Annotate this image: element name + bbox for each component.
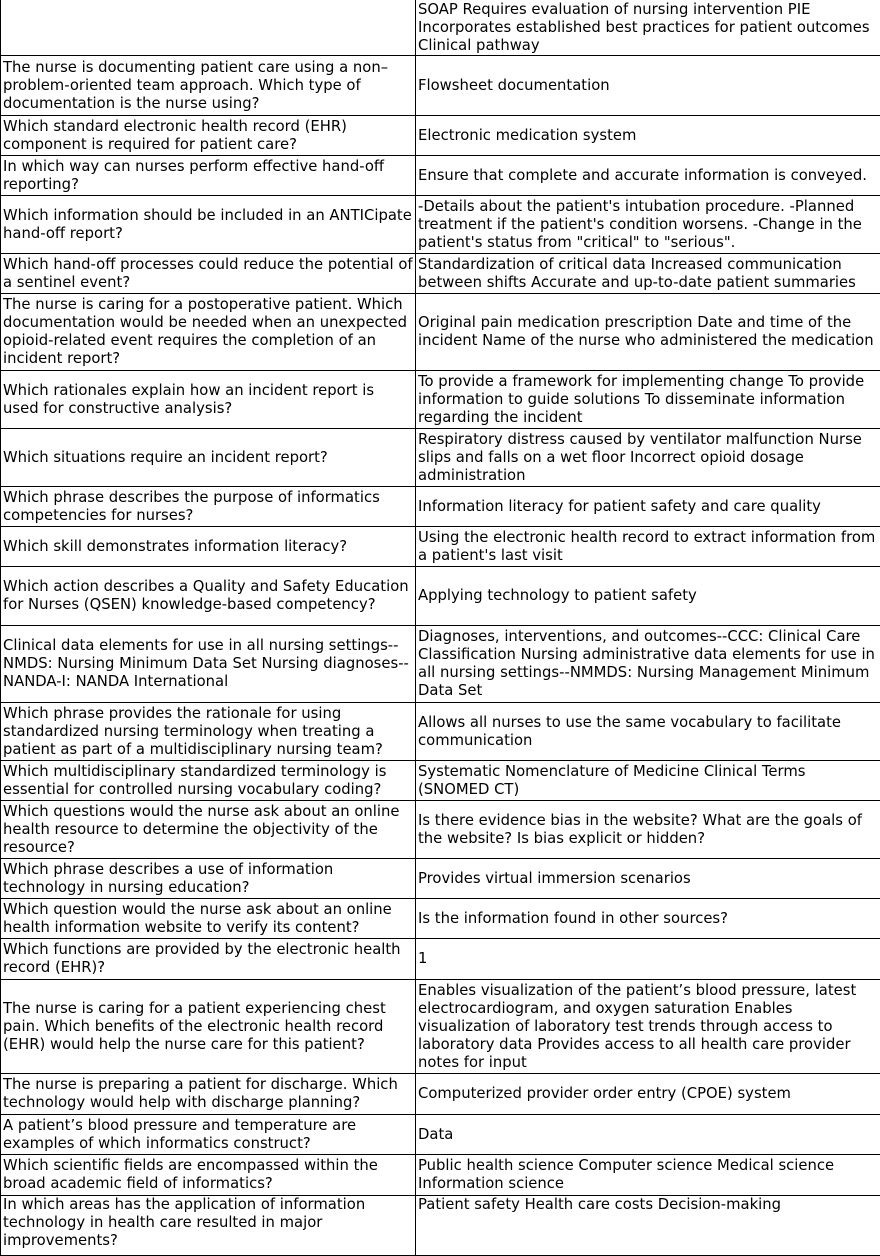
table-row bbox=[1, 254, 880, 294]
answer-cell: Original pain medication prescription Date and time of the incident Name of the nurse who administered the medication bbox=[416, 294, 880, 371]
question-cell: Which situations require an incident report? bbox=[1, 429, 416, 487]
table-row bbox=[1, 1155, 880, 1196]
table-row bbox=[1, 899, 880, 939]
table-row bbox=[1, 859, 880, 899]
question-cell: Which questions would the nurse ask about an online health resource to determine the objectivity of the resource? bbox=[1, 801, 416, 859]
answer-cell: Respiratory distress caused by ventilator malfunction Nurse slips and falls on a wet floor Incorrect opioid dosage administration bbox=[416, 429, 880, 487]
question-cell: A patient’s blood pressure and temperature are examples of which informatics construct? bbox=[1, 1115, 416, 1155]
answer-cell: Data bbox=[416, 1115, 880, 1155]
answer-cell: Applying technology to patient safety bbox=[416, 567, 880, 626]
table-row bbox=[1, 1196, 880, 1256]
question-cell: The nurse is preparing a patient for discharge. Which technology would help with discharge planning? bbox=[1, 1074, 416, 1115]
question-cell: Clinical data elements for use in all nursing settings--NMDS: Nursing Minimum Data Set Nursing diagnoses--NANDA-I: NANDA International bbox=[1, 626, 416, 703]
table-row bbox=[1, 487, 880, 527]
table-row bbox=[1, 56, 880, 116]
question-cell: Which phrase provides the rationale for using standardized nursing terminology when treating a patient as part of a multidisciplinary nursing team? bbox=[1, 703, 416, 761]
table-row bbox=[1, 761, 880, 801]
answer-cell: Patient safety Health care costs Decision-making bbox=[416, 1196, 880, 1256]
table-row bbox=[1, 939, 880, 980]
question-cell: Which rationales explain how an incident report is used for constructive analysis? bbox=[1, 371, 416, 429]
question-cell: Which question would the nurse ask about an online health information website to verify its content? bbox=[1, 899, 416, 939]
answer-cell: Public health science Computer science Medical science Information science bbox=[416, 1155, 880, 1196]
answer-cell: -Details about the patient's intubation procedure. -Planned treatment if the patient's condition worsens. -Change in the patient's status from "critical" to "serious". bbox=[416, 196, 880, 254]
answer-cell: Computerized provider order entry (CPOE) system bbox=[416, 1074, 880, 1115]
answer-cell: 1 bbox=[416, 939, 880, 980]
question-cell: Which information should be included in an ANTICipate hand-off report? bbox=[1, 196, 416, 254]
question-cell bbox=[1, 0, 416, 56]
question-cell: Which standard electronic health record (EHR) component is required for patient care? bbox=[1, 116, 416, 156]
question-cell: Which skill demonstrates information literacy? bbox=[1, 527, 416, 567]
answer-cell: Standardization of critical data Increased communication between shifts Accurate and up-to-date patient summaries bbox=[416, 254, 880, 294]
table-row bbox=[1, 626, 880, 703]
table-row bbox=[1, 703, 880, 761]
answer-cell: To provide a framework for implementing change To provide information to guide solutions To disseminate information regarding the incident bbox=[416, 371, 880, 429]
answer-cell: Systematic Nomenclature of Medicine Clinical Terms (SNOMED CT) bbox=[416, 761, 880, 801]
question-cell: Which functions are provided by the electronic health record (EHR)? bbox=[1, 939, 416, 980]
table-row bbox=[1, 567, 880, 626]
answer-cell: Is there evidence bias in the website? What are the goals of the website? Is bias explicit or hidden? bbox=[416, 801, 880, 859]
table-row bbox=[1, 371, 880, 429]
question-cell: Which action describes a Quality and Safety Education for Nurses (QSEN) knowledge-based competency? bbox=[1, 567, 416, 626]
answer-cell: Is the information found in other sources? bbox=[416, 899, 880, 939]
question-cell: The nurse is caring for a patient experiencing chest pain. Which benefits of the electronic health record (EHR) would help the nurse care for this patient? bbox=[1, 980, 416, 1074]
answer-cell: Information literacy for patient safety and care quality bbox=[416, 487, 880, 527]
question-cell: In which way can nurses perform effective hand-off reporting? bbox=[1, 156, 416, 196]
table-row bbox=[1, 156, 880, 196]
answer-cell: Diagnoses, interventions, and outcomes--CCC: Clinical Care Classification Nursing administrative data elements for use in all nursing settings--NMMDS: Nursing Management Minimum Data Set bbox=[416, 626, 880, 703]
question-cell: Which hand-off processes could reduce the potential of a sentinel event? bbox=[1, 254, 416, 294]
table-row bbox=[1, 429, 880, 487]
answer-cell: Ensure that complete and accurate information is conveyed. bbox=[416, 156, 880, 196]
question-cell: In which areas has the application of information technology in health care resulted in major improvements? bbox=[1, 1196, 416, 1256]
question-cell: The nurse is documenting patient care using a non–problem-oriented team approach. Which type of documentation is the nurse using? bbox=[1, 56, 416, 116]
question-cell: Which scientific fields are encompassed within the broad academic field of informatics? bbox=[1, 1155, 416, 1196]
table-row bbox=[1, 980, 880, 1074]
table-row bbox=[1, 294, 880, 371]
table-row bbox=[1, 196, 880, 254]
qa-table-body bbox=[1, 0, 880, 1256]
table-row bbox=[1, 1115, 880, 1155]
question-cell: Which phrase describes a use of information technology in nursing education? bbox=[1, 859, 416, 899]
answer-cell: Electronic medication system bbox=[416, 116, 880, 156]
answer-cell: Provides virtual immersion scenarios bbox=[416, 859, 880, 899]
table-row bbox=[1, 116, 880, 156]
table-row bbox=[1, 0, 880, 56]
answer-cell: Enables visualization of the patient’s blood pressure, latest electrocardiogram, and oxygen saturation Enables visualization of laboratory test trends through access to laboratory data Provides access to all health care provider notes for input bbox=[416, 980, 880, 1074]
question-cell: Which phrase describes the purpose of informatics competencies for nurses? bbox=[1, 487, 416, 527]
answer-cell: Flowsheet documentation bbox=[416, 56, 880, 116]
answer-cell: SOAP Requires evaluation of nursing intervention PIE Incorporates established best practices for patient outcomes Clinical pathway bbox=[416, 0, 880, 56]
answer-cell: Allows all nurses to use the same vocabulary to facilitate communication bbox=[416, 703, 880, 761]
answer-cell: Using the electronic health record to extract information from a patient's last visit bbox=[416, 527, 880, 567]
table-row bbox=[1, 527, 880, 567]
table-row bbox=[1, 1074, 880, 1115]
table-row bbox=[1, 801, 880, 859]
question-cell: The nurse is caring for a postoperative patient. Which documentation would be needed when an unexpected opioid-related event requires the completion of an incident report? bbox=[1, 294, 416, 371]
question-cell: Which multidisciplinary standardized terminology is essential for controlled nursing vocabulary coding? bbox=[1, 761, 416, 801]
